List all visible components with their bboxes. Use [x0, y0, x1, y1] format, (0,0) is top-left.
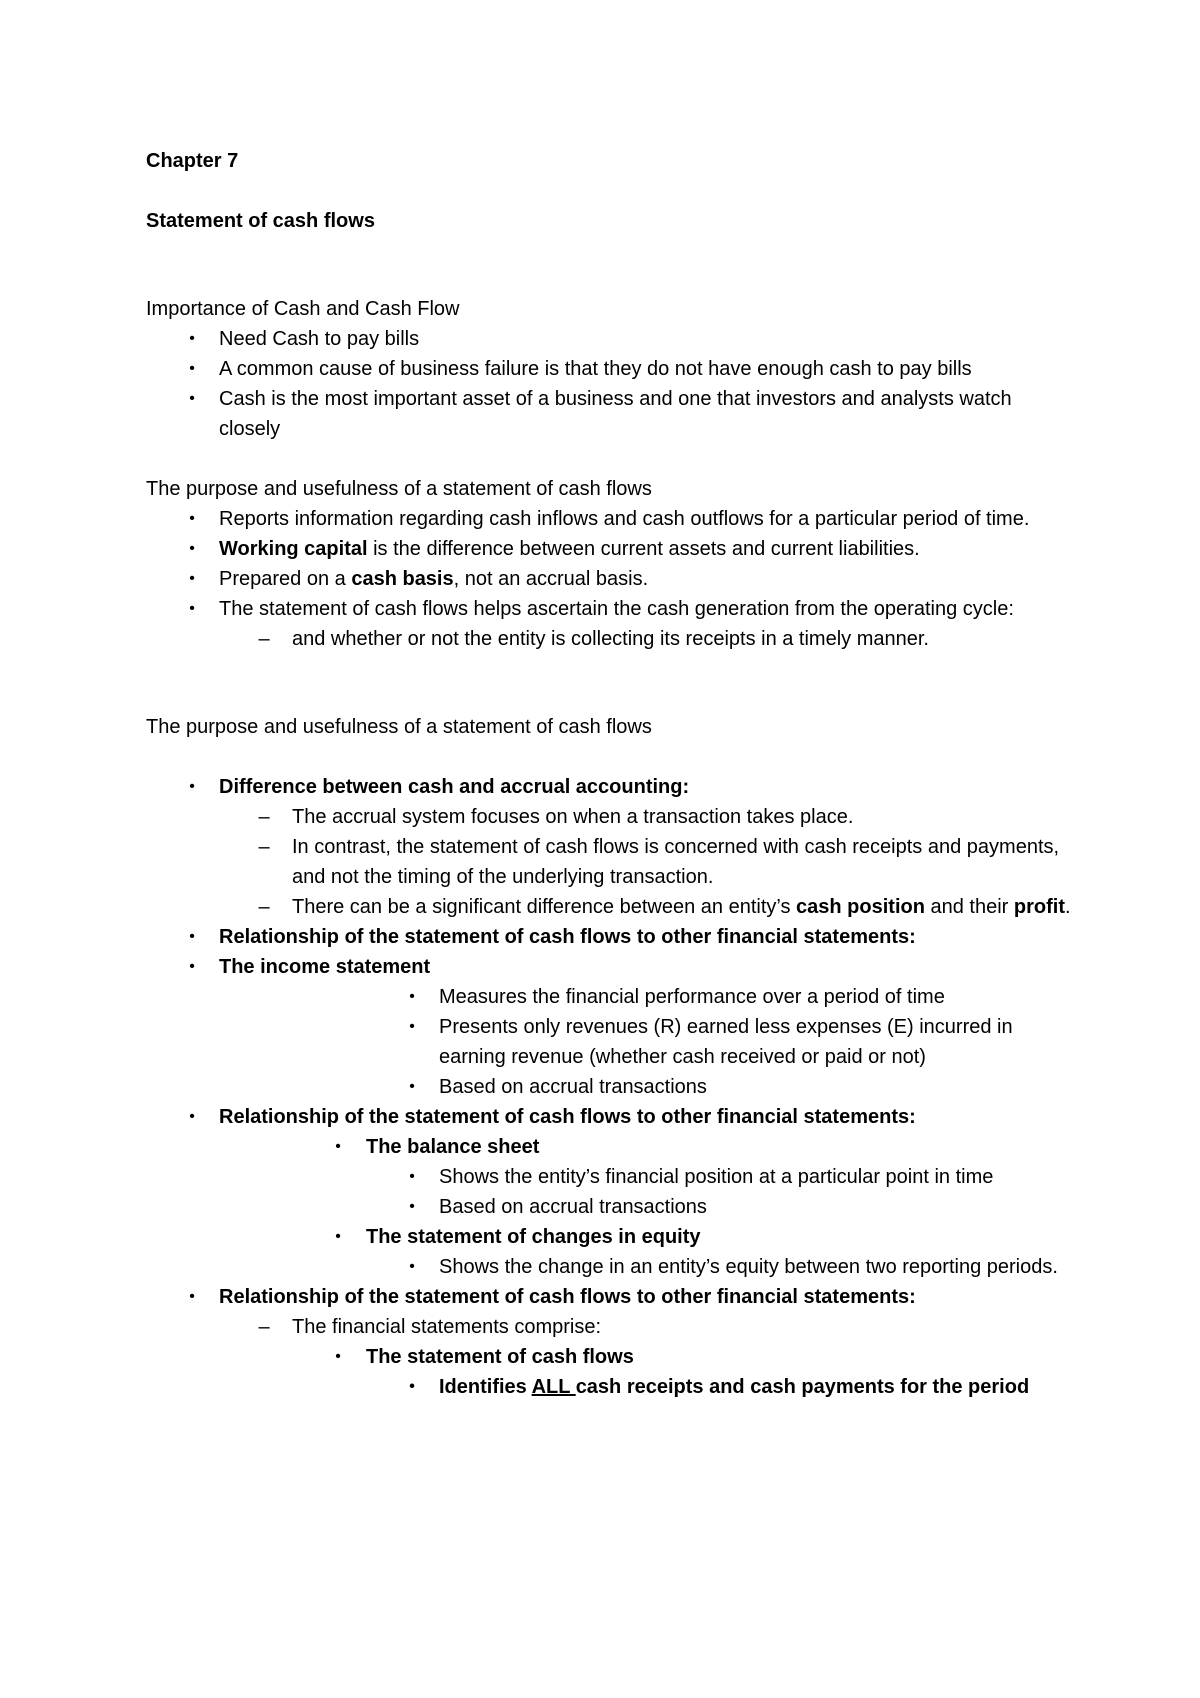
list-item — [146, 952, 1076, 982]
bullet-marker: • — [335, 1348, 341, 1365]
bold-term: cash position — [796, 896, 925, 918]
bold-term: profit — [1013, 896, 1065, 918]
bullet-marker: • — [189, 570, 195, 587]
document-title: Statement of cash flows — [146, 210, 375, 232]
dash-marker: – — [258, 836, 270, 858]
bullet-marker: • — [189, 1108, 195, 1125]
list-item-text: The financial statements comprise: — [292, 1316, 602, 1338]
chapter-heading: Chapter 7 — [146, 150, 239, 172]
bullet-marker: • — [335, 1228, 341, 1245]
bullet-marker: • — [335, 1138, 341, 1155]
list-item — [146, 324, 1076, 354]
list-item-text: Presents only revenues (R) earned less expenses (E) incurred in earning revenue (whether cash received or paid or not) — [439, 1016, 1013, 1068]
list-item — [146, 534, 1076, 564]
sub-list-item — [146, 1132, 1076, 1162]
list-item-text: Cash is the most important asset of a business and one that investors and analysts watch closely — [219, 388, 1012, 440]
sub-list-item — [146, 1342, 1076, 1372]
bullet-marker: • — [409, 1168, 415, 1185]
list-item-text: The statement of changes in equity — [366, 1226, 701, 1248]
list-item-text: Need Cash to pay bills — [219, 328, 420, 350]
bullet-marker: • — [409, 1258, 415, 1275]
bullet-marker: • — [409, 1078, 415, 1095]
bullet-marker: • — [409, 1378, 415, 1395]
bullet-marker: • — [409, 1198, 415, 1215]
list-item-text: The balance sheet — [366, 1136, 540, 1158]
bullet-marker: • — [189, 540, 195, 557]
list-item-text: Measures the financial performance over a period of time — [439, 986, 945, 1008]
list-item-text: A common cause of business failure is that they do not have enough cash to pay bills — [219, 358, 972, 380]
sub-list-item — [146, 1252, 1076, 1282]
list-item-text: In contrast, the statement of cash flows is concerned with cash receipts and payments, and not the timing of the underlying transaction. — [292, 836, 1060, 888]
list-item-text: . — [1064, 896, 1071, 918]
sub-list-item — [146, 1222, 1076, 1252]
list-item — [146, 1282, 1076, 1312]
bullet-marker: • — [189, 928, 195, 945]
list-item-text: There can be a significant difference between an entity’s — [292, 896, 797, 918]
list-item-text: Shows the entity’s financial position at a particular point in time — [439, 1166, 994, 1188]
list-item-text: cash receipts and cash payments for the period — [575, 1376, 1030, 1398]
list-item-text: Difference between cash and accrual accounting: — [219, 776, 690, 798]
list-item — [146, 922, 1076, 952]
list-item-text: Prepared on a — [219, 568, 352, 590]
list-item — [146, 594, 1076, 624]
sub-list-item — [146, 1072, 1076, 1102]
sub-list-item — [146, 892, 1076, 922]
list-item-text: Shows the change in an entity’s equity between two reporting periods. — [439, 1256, 1058, 1278]
sub-list-item — [146, 1312, 1076, 1342]
list-item-text: The income statement — [219, 956, 431, 978]
list-item-text: The statement of cash flows helps ascertain the cash generation from the operating cycle: — [219, 598, 1014, 620]
sub-list-item — [146, 1192, 1076, 1222]
section-heading: Importance of Cash and Cash Flow — [146, 298, 460, 320]
list-item-text: is the difference between current assets and current liabilities. — [367, 538, 920, 560]
list-item-text: The statement of cash flows — [366, 1346, 634, 1368]
list-item — [146, 354, 1076, 384]
dash-marker: – — [258, 896, 270, 918]
bullet-marker: • — [189, 778, 195, 795]
sub-list-item — [146, 982, 1076, 1012]
sub-list-item — [146, 1372, 1076, 1402]
bold-term: cash basis — [351, 568, 454, 590]
bold-term: Working capital — [219, 538, 368, 560]
list-item-text: , not an accrual basis. — [453, 568, 649, 590]
sub-list-item — [146, 832, 1076, 892]
bullet-marker: • — [189, 360, 195, 377]
sub-list-item — [146, 624, 1076, 654]
list-item-text: Reports information regarding cash inflows and cash outflows for a particular period of time. — [219, 508, 1030, 530]
list-item-text: Identifies — [439, 1376, 532, 1398]
bullet-marker: • — [409, 1018, 415, 1035]
section-heading: The purpose and usefulness of a statement of cash flows — [146, 478, 652, 500]
list-item-text: and their — [924, 896, 1014, 918]
list-item-text: and whether or not the entity is collecting its receipts in a timely manner. — [292, 628, 929, 650]
list-item — [146, 772, 1076, 802]
list-item-text: Relationship of the statement of cash flows to other financial statements: — [219, 926, 916, 948]
section-heading: The purpose and usefulness of a statement of cash flows — [146, 716, 652, 738]
dash-marker: – — [258, 1316, 270, 1338]
bullet-marker: • — [409, 988, 415, 1005]
list-item — [146, 1102, 1076, 1132]
list-item-text: Based on accrual transactions — [439, 1196, 707, 1218]
document-body — [146, 146, 1076, 1402]
dash-marker: – — [258, 628, 270, 650]
bullet-marker: • — [189, 600, 195, 617]
bullet-marker: • — [189, 1288, 195, 1305]
bullet-marker: • — [189, 958, 195, 975]
list-item-text: Relationship of the statement of cash flows to other financial statements: — [219, 1286, 916, 1308]
sub-list-item — [146, 1162, 1076, 1192]
dash-marker: – — [258, 806, 270, 828]
bullet-marker: • — [189, 390, 195, 407]
list-item-text: Based on accrual transactions — [439, 1076, 707, 1098]
list-item — [146, 564, 1076, 594]
sub-list-item — [146, 802, 1076, 832]
list-item — [146, 384, 1076, 444]
list-item-text: Relationship of the statement of cash flows to other financial statements: — [219, 1106, 916, 1128]
underlined-term: ALL — [531, 1376, 576, 1398]
bullet-marker: • — [189, 330, 195, 347]
list-item — [146, 504, 1076, 534]
sub-list-item — [146, 1012, 1076, 1072]
list-item-text: The accrual system focuses on when a transaction takes place. — [292, 806, 854, 828]
bullet-marker: • — [189, 510, 195, 527]
